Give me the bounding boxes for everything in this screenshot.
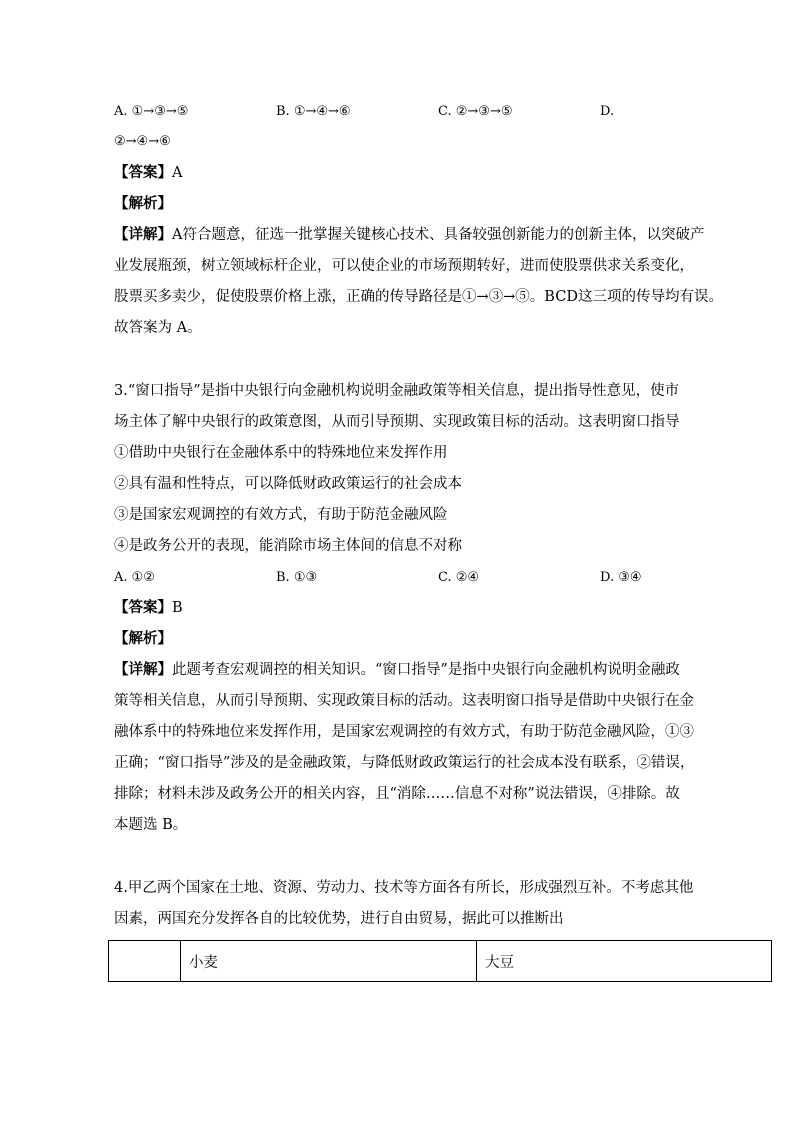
q2-option-b: B. ①→④→⑥ bbox=[276, 104, 351, 119]
answer-value: A bbox=[172, 165, 183, 181]
q2-detail-line: 股票买多卖少，促使股票价格上涨，正确的传导路径是①→③→⑤。BCD这三项的传导均有误。 bbox=[114, 289, 723, 305]
q2-option-d: D. bbox=[600, 104, 615, 119]
q3-option-b: B. ①③ bbox=[276, 570, 318, 585]
q2-option-a: A. ①→③→⑤ bbox=[114, 104, 189, 119]
q3-statement: ②具有温和性特点，可以降低财政政策运行的社会成本 bbox=[114, 476, 462, 492]
answer-value: B bbox=[172, 600, 183, 616]
q3-answer bbox=[114, 598, 183, 618]
q2-option-d-content: ②→④→⑥ bbox=[114, 134, 171, 149]
q3-option-a: A. ①② bbox=[114, 570, 155, 585]
answer-label: 【答案】 bbox=[114, 164, 172, 181]
q2-detail-line: 故答案为 A。 bbox=[114, 320, 202, 336]
q3-stem-line: 场主体了解中央银行的政策意图，从而引导预期、实现政策目标的活动。这表明窗口指导 bbox=[114, 414, 680, 430]
q2-option-c: C. ②→③→⑤ bbox=[438, 104, 513, 119]
answer-label: 【答案】 bbox=[114, 599, 172, 616]
q3-detail-line: 【详解】此题考查宏观调控的相关知识。“窗口指导”是指中央银行向金融机构说明金融政 bbox=[114, 661, 680, 678]
table-cell-soybean: 大豆 bbox=[477, 941, 772, 982]
q4-table bbox=[108, 940, 772, 982]
q3-statement: ①借助中央银行在金融体系中的特殊地位来发挥作用 bbox=[114, 445, 448, 461]
q3-detail-line: 策等相关信息，从而引导预期、实现政策目标的活动。这表明窗口指导是借助中央银行在金 bbox=[114, 693, 694, 709]
q3-detail-line: 融体系中的特殊地位来发挥作用，是国家宏观调控的有效方式，有助于防范金融风险，①③ bbox=[114, 724, 694, 740]
q3-detail-line: 正确；“窗口指导”涉及的是金融政策，与降低财政政策运行的社会成本没有联系，②错误， bbox=[114, 755, 695, 771]
q3-detail-line: 排除；材料未涉及政务公开的相关内容，且“消除……信息不对称”说法错误，④排除。故 bbox=[114, 786, 680, 802]
q2-analysis-label: 【解析】 bbox=[114, 195, 172, 212]
q2-detail-line: 业发展瓶颈，树立领域标杆企业，可以使企业的市场预期转好，进而使股票供求关系变化， bbox=[114, 258, 694, 274]
q3-analysis-label: 【解析】 bbox=[114, 630, 172, 647]
q3-stem-line: 3.“窗口指导”是指中央银行向金融机构说明金融政策等相关信息，提出指导性意见，使市 bbox=[114, 383, 680, 399]
q3-statement: ④是政务公开的表现，能消除市场主体间的信息不对称 bbox=[114, 538, 462, 554]
q3-option-d: D. ③④ bbox=[600, 570, 642, 585]
table-cell-wheat: 小麦 bbox=[181, 941, 477, 982]
q4-stem-line: 因素，两国充分发挥各自的比较优势，进行自由贸易，据此可以推断出 bbox=[114, 911, 564, 927]
q4-stem-line: 4.甲乙两个国家在土地、资源、劳动力、技术等方面各有所长，形成强烈互补。不考虑其他 bbox=[114, 880, 694, 896]
q3-statement: ③是国家宏观调控的有效方式，有助于防范金融风险 bbox=[114, 507, 448, 523]
table-row bbox=[109, 941, 772, 982]
detail-label: 【详解】 bbox=[114, 226, 172, 243]
detail-label: 【详解】 bbox=[114, 661, 172, 678]
table-cell-empty bbox=[109, 941, 181, 982]
q3-detail-line: 本题选 B。 bbox=[114, 817, 188, 833]
q3-option-c: C. ②④ bbox=[438, 570, 480, 585]
q2-answer bbox=[114, 163, 182, 183]
q2-detail-line: 【详解】A符合题意，征选一批掌握关键核心技术、具备较强创新能力的创新主体，以突破产 bbox=[114, 226, 705, 243]
